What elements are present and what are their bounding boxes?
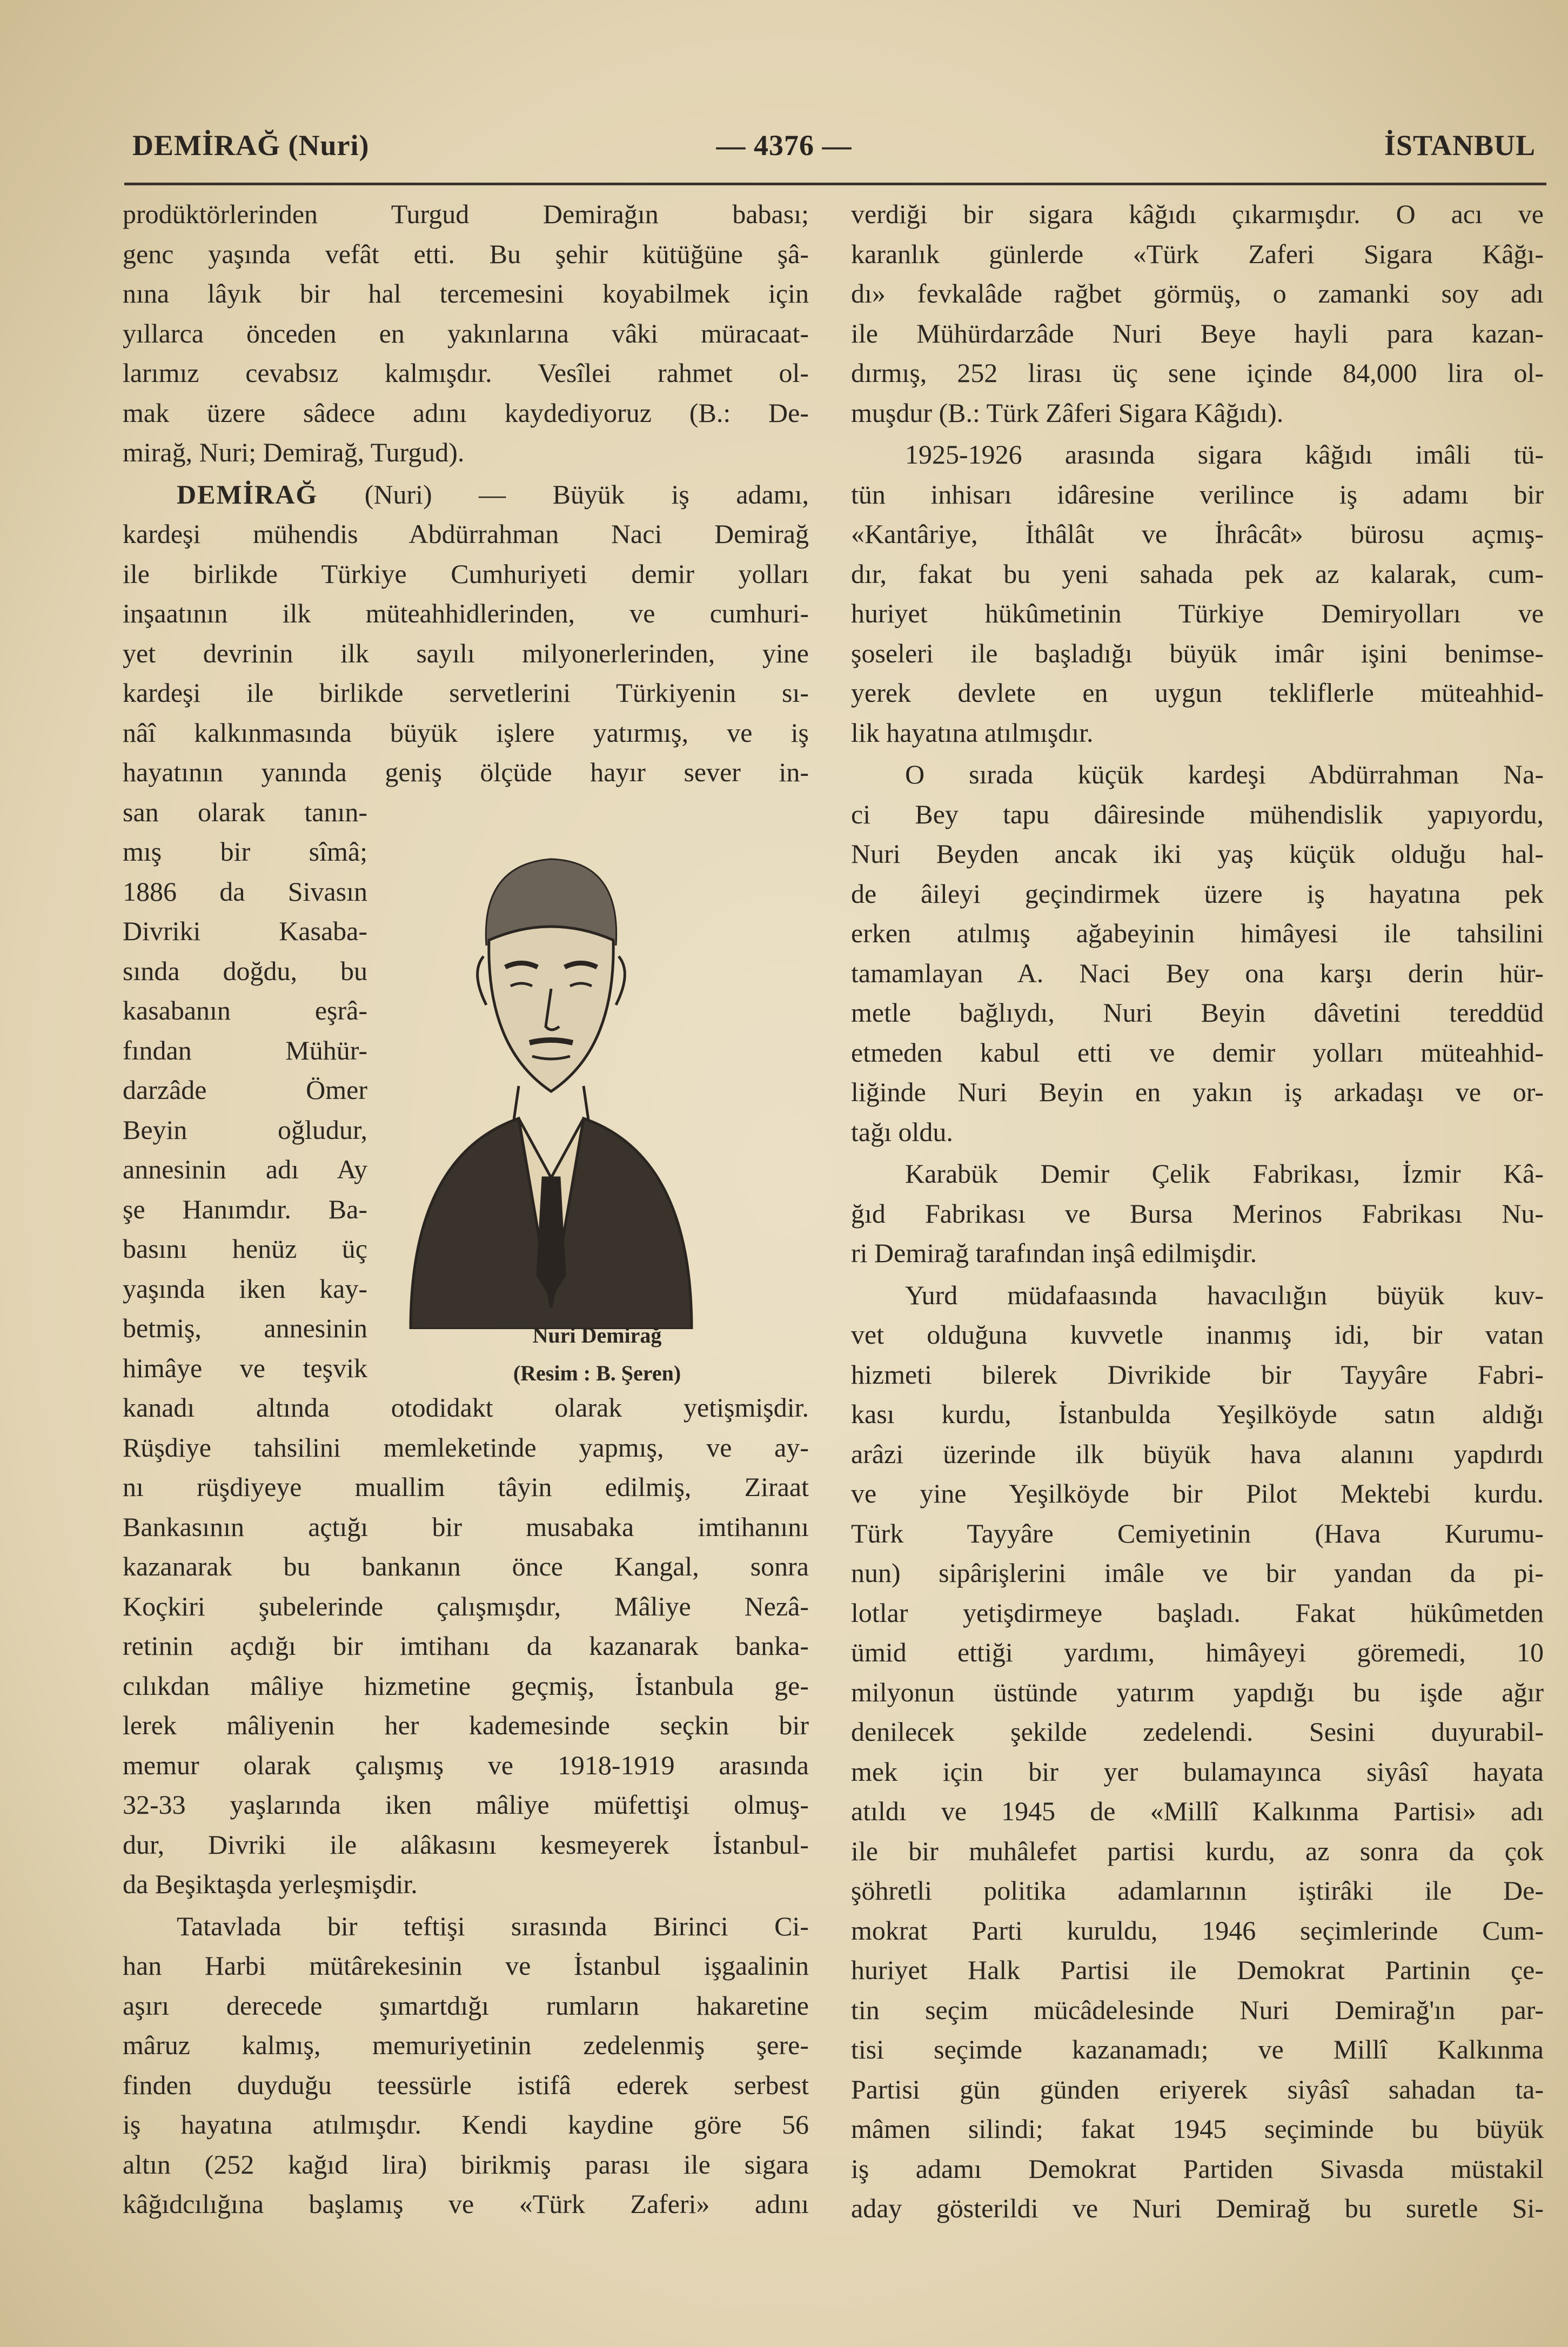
text-line: tin seçim mücâdelesinde Nuri Demirağ'ın par- [851, 1994, 1544, 2025]
text-line: memur olarak çalışmış ve 1918-1919 arasında [123, 1749, 809, 1780]
text-line: ci Bey tapu dâiresinde mühendislik yapıyordu, [851, 799, 1544, 829]
text-line: prodüktörlerinden Turgud Demirağın babası; [123, 199, 809, 229]
paragraph [851, 195, 1544, 433]
running-header-section: İSTANBUL [1384, 129, 1536, 162]
text-line: Rüşdiye tahsilini memleketinde yapmış, ve ay- [123, 1432, 809, 1463]
text-line: inşaatının ilk müteahhidlerinden, ve cumhuri- [123, 598, 809, 628]
text-line: finden duyduğu teessürle istifâ ederek serbest [123, 2069, 809, 2100]
paragraph [123, 195, 809, 473]
text-line: himâye ve teşvik [123, 1352, 367, 1383]
text-line: ri Demirağ tarafından inşâ edilmişdir. [851, 1238, 1257, 1268]
text-line: 1925-1926 arasında sigara kâğıdı imâli tü- [905, 439, 1544, 470]
text-line: ile birlikde Türkiye Cumhuriyeti demir yolları [123, 558, 809, 589]
text-line: annesinin adı Ay [123, 1154, 367, 1184]
text-line: fından Mühür- [123, 1035, 367, 1065]
text-line: mek için bir yer bulamayınca siyâsî hayata [851, 1756, 1544, 1787]
text-line: dırmış, 252 lirası üç sene içinde 84,000 lira ol- [851, 358, 1544, 388]
text-line: altın (252 kağıd lira) birikmiş parası ile sigara [123, 2149, 809, 2180]
text-line: mokrat Parti kuruldu, 1946 seçimlerinde Cum- [851, 1915, 1544, 1946]
text-line: mirağ, Nuri; Demirağ, Turgud). [123, 437, 465, 467]
text-line [123, 475, 809, 515]
text-line: kardeşi mühendis Abdürrahman Naci Demirağ [123, 519, 809, 549]
paragraph [851, 435, 1544, 753]
text-line: aşırı derecede şımartdığı rumların hakaretine [123, 1990, 809, 2021]
text-line: nına lâyık bir hal tercemesini koyabilmek için [123, 278, 809, 309]
text-line: Nuri Beyden ancak iki yaş küçük olduğu hal- [851, 839, 1544, 869]
text-line: metle bağlıydı, Nuri Beyin dâvetini tereddüd [851, 997, 1544, 1028]
text-line: denilecek şekilde zedelendi. Sesini duyurabil- [851, 1716, 1544, 1747]
text-line: dır, fakat bu yeni sahada pek az kalarak, cum- [851, 558, 1544, 589]
text-line: genc yaşında vefât etti. Bu şehir kütüğüne şâ- [123, 238, 809, 269]
text-line: dı» fevkalâde rağbet görmüş, o zamanki soy adı [851, 278, 1544, 309]
text-line: nun) sipârişlerini imâle ve bir yandan da pi- [851, 1558, 1544, 1588]
text-line: kası kurdu, İstanbulda Yeşilköyde satın aldığı [851, 1399, 1544, 1429]
text-line: lerek mâliyenin her kademesinde seçkin bir [123, 1710, 809, 1740]
text-line: retinin açdığı bir imtihanı da kazanarak banka- [123, 1631, 809, 1661]
text-line: yet devrinin ilk sayılı milyonerlerinden, yine [123, 638, 809, 668]
text-line: Tatavlada bir teftişi sırasında Birinci Ci- [177, 1910, 809, 1941]
text-line: basını henüz üç [123, 1233, 367, 1264]
text-line: mâmen silindi; fakat 1945 seçiminde bu büyük [851, 2114, 1544, 2144]
text-line: Karabük Demir Çelik Fabrikası, İzmir Kâ- [905, 1158, 1544, 1189]
text-line: mak üzere sâdece adını kaydediyoruz (B.: De- [123, 397, 809, 428]
text-line: 32-33 yaşlarında iken mâliye müfettişi olmuş- [123, 1789, 809, 1820]
text-line: karanlık günlerde «Türk Zaferi Sigara Kâğı- [851, 238, 1544, 269]
text-line: yıllarca önceden en yakınlarına vâki müracaat- [123, 318, 809, 348]
text-line: «Kantâriye, İthâlât ve İhrâcât» bürosu açmış- [851, 519, 1544, 549]
text-line: ğıd Fabrikası ve Bursa Merinos Fabrikası Nu- [851, 1198, 1544, 1229]
text-line: ümid ettiği yardımı, himâyeyi göremedi, 10 [851, 1637, 1544, 1667]
text-line: vet olduğuna kuvvetle inanmış idi, bir vatan [851, 1319, 1544, 1350]
text-line: tün inhisarı idâresine verilince iş adamı bir [851, 479, 1544, 509]
text-line: betmiş, annesinin [123, 1313, 367, 1343]
text-line: Beyin oğludur, [123, 1114, 367, 1145]
paragraph [851, 1154, 1544, 1273]
paragraph [851, 755, 1544, 1152]
text-line: kasabanın eşrâ- [123, 995, 367, 1025]
entry-headword: DEMİRAĞ [177, 479, 318, 509]
text-line: tisi seçimde kazanamadı; ve Millî Kalkınma [851, 2034, 1544, 2064]
text-line: kâğıdcılığına başlamış ve «Türk Zaferi» adını [123, 2189, 809, 2219]
text-line: aday gösterildi ve Nuri Demirağ bu suretle Si- [851, 2193, 1544, 2223]
portrait-caption: Nuri Demirağ [532, 1323, 662, 1347]
text-line: dur, Divriki ile alâkasını kesmeyerek İstanbul- [123, 1829, 809, 1860]
text-line: san olarak tanın- [123, 796, 367, 827]
text-line: şe Hanımdır. Ba- [123, 1193, 367, 1224]
text-line: kanadı altında otodidakt olarak yetişmişdir. [123, 1392, 809, 1423]
text-line: Bankasının açtığı bir musabaka imtihanını [123, 1511, 809, 1542]
text-line: da Beşiktaşda yerleşmişdir. [123, 1869, 418, 1899]
running-header-entry: DEMİRAĞ (Nuri) [132, 129, 370, 162]
text-line: O sırada küçük kardeşi Abdürrahman Na- [905, 759, 1544, 789]
text-line-rest: (Nuri) — Büyük iş adamı, [364, 479, 809, 509]
text-line: Partisi gün günden eriyerek siyâsî sahadan ta- [851, 2074, 1544, 2104]
text-line: kardeşi ile birlikde servetlerini Türkiyenin sı- [123, 678, 809, 708]
text-line: lotlar yetişdirmeye başladı. Fakat hükûmetden [851, 1597, 1544, 1628]
portrait-credit: (Resim : B. Şeren) [513, 1361, 681, 1385]
text-line: nâî kalkınmasında büyük işlere yatırmış, ve iş [123, 717, 809, 748]
text-line: erken atılmış ağabeyinin himâyesi ile tahsilini [851, 918, 1544, 948]
text-line: Koçkiri şubelerinde çalışmışdır, Mâliye Nezâ- [123, 1591, 809, 1621]
right-column [851, 195, 1544, 2229]
text-line: tamamlayan A. Naci Bey ona karşı derin hür- [851, 957, 1544, 988]
text-line: cılıkdan mâliye hizmetine geçmiş, İstanbula ge- [123, 1670, 809, 1701]
text-line: atıldı ve 1945 de «Millî Kalkınma Partisi» adı [851, 1796, 1544, 1826]
text-line: Divriki Kasaba- [123, 916, 367, 946]
text-line: kazanarak bu bankanın önce Kangal, sonra [123, 1551, 809, 1581]
text-line: darzâde Ömer [123, 1075, 367, 1105]
text-line: mış bir sîmâ; [123, 836, 367, 867]
text-line: iş hayatına atılmışdır. Kendi kaydine göre 56 [123, 2109, 809, 2140]
text-line: hizmeti bilerek Divrikide bir Tayyâre Fabri- [851, 1359, 1544, 1390]
text-line: Türk Tayyâre Cemiyetinin (Hava Kurumu- [851, 1518, 1544, 1548]
header-rule [124, 183, 1546, 185]
text-line: muşdur (B.: Türk Zâferi Sigara Kâğıdı). [851, 397, 1284, 428]
text-line: şöhretli politika adamlarının iştirâki ile De- [851, 1875, 1544, 1906]
text-line: verdiği bir sigara kâğıdı çıkarmışdır. O acı ve [851, 199, 1544, 229]
text-line: nı rüşdiyeye muallim tâyin edilmiş, Ziraat [123, 1472, 809, 1502]
text-line: yaşında iken kay- [123, 1273, 367, 1304]
paragraph [851, 1276, 1544, 2229]
text-line: huriyet Halk Partisi ile Demokrat Partinin çe- [851, 1955, 1544, 1985]
text-line: ile bir muhâlefet partisi kurdu, az sonra da çok [851, 1835, 1544, 1866]
text-line: 1886 da Sivasın [123, 876, 367, 907]
paragraph [123, 1907, 809, 2224]
text-line: şoseleri ile başladığı büyük imâr işini benimse- [851, 638, 1544, 668]
text-line: etmeden kabul etti ve demir yolları müteahhid- [851, 1037, 1544, 1068]
text-line: huriyet hükûmetinin Türkiye Demiryolları ve [851, 598, 1544, 628]
text-line: liğinde Nuri Beyin en yakın iş arkadaşı ve or- [851, 1077, 1544, 1107]
text-line: mâruz kalmış, memuriyetinin zedelenmiş şere- [123, 2030, 809, 2060]
text-line: han Harbi mütârekesinin ve İstanbul işgaalinin [123, 1950, 809, 1981]
text-line: Yurd müdafaasında havacılığın büyük kuv- [905, 1279, 1544, 1310]
text-line: ile Mühürdarzâde Nuri Beye hayli para kazan- [851, 318, 1544, 348]
text-line: sında doğdu, bu [123, 955, 367, 986]
text-line: yerek devlete en uygun tekliflerle müteahhid- [851, 678, 1544, 708]
text-line: lik hayatına atılmışdır. [851, 717, 1094, 748]
text-line: milyonun üstünde yatırım yapdığı bu işde ağır [851, 1677, 1544, 1707]
text-line: de âileyi geçindirmek üzere iş hayatına pek [851, 878, 1544, 909]
text-line: hayatının yanında geniş ölçüde hayır sever in- [123, 757, 809, 787]
text-line: iş adamı Demokrat Partiden Sivasda müstakil [851, 2153, 1544, 2184]
text-line: arâzi üzerinde ilk büyük hava alanını yapdırdı [851, 1438, 1544, 1469]
text-line: larımız cevabsız kalmışdır. Vesîlei rahmet ol- [123, 358, 809, 388]
page-number: — 4376 — [716, 129, 852, 162]
portrait-illustration [389, 832, 713, 1329]
text-line: tağı oldu. [851, 1116, 953, 1147]
text-line: ve yine Yeşilköyde bir Pilot Mektebi kurdu. [851, 1478, 1544, 1508]
